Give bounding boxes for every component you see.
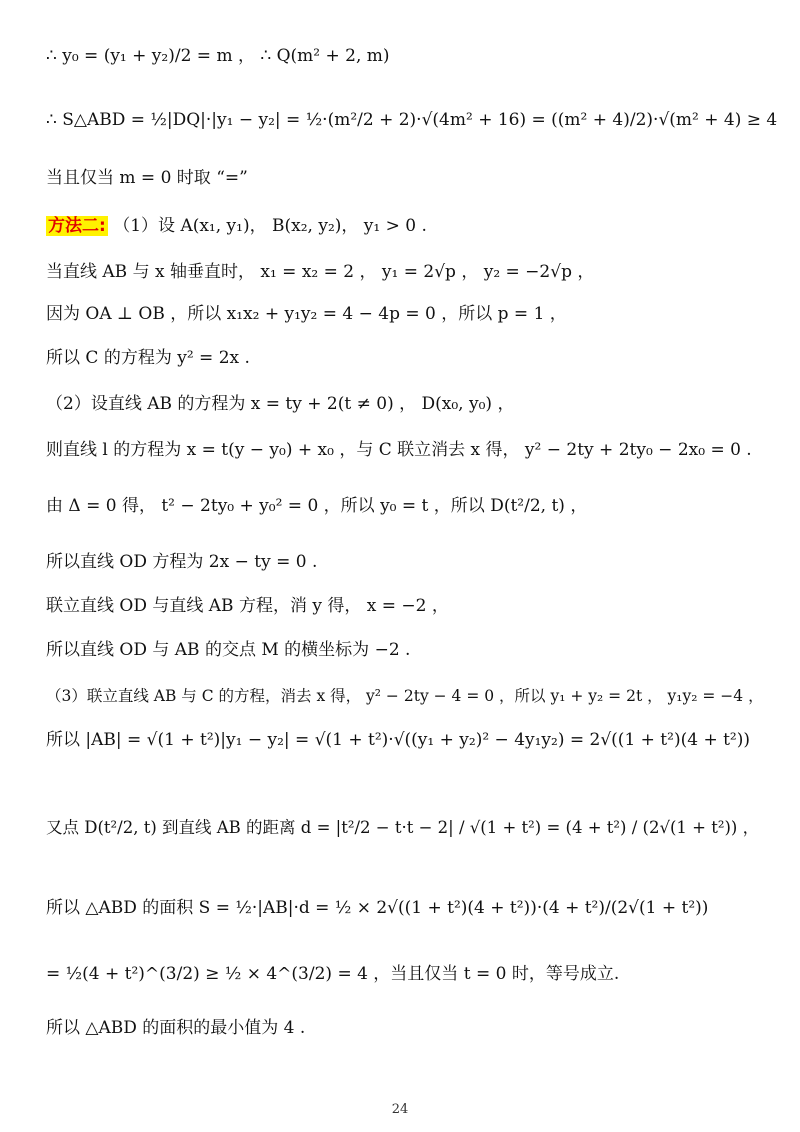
text-line: 所以 |AB| = √(1 + t²)|y₁ − y₂| = √(1 + t²)·√((y₁ + y₂)² − 4y₁y₂) = 2√((1 + t²)(4 + t²)) [46, 730, 750, 750]
text-line: 联立直线 OD 与直线 AB 方程，消 y 得， x = −2 ， [46, 596, 449, 616]
text-line: 所以直线 OD 方程为 2x − ty = 0 . [46, 552, 318, 572]
text-line: 则直线 l 的方程为 x = t(y − y₀) + x₀ ，与 C 联立消去 x 得， y² − 2ty + 2ty₀ − 2x₀ = 0 . [46, 440, 752, 460]
text-line: （3）联立直线 AB 与 C 的方程，消去 x 得， y² − 2ty − 4 = 0 ，所以 y₁ + y₂ = 2t ， y₁y₂ = −4 ， [46, 687, 764, 705]
text-line: 当且仅当 m = 0 时取 “=” [46, 168, 248, 188]
text-line: ∴ S△ABD = ½|DQ|·|y₁ − y₂| = ½·(m²/2 + 2)·√(4m² + 16) = ((m² + 4)/2)·√(m² + 4) ≥ 4 [46, 110, 778, 130]
text-line: 当直线 AB 与 x 轴垂直时， x₁ = x₂ = 2 ， y₁ = 2√p ， y₂ = −2√p ， [46, 262, 595, 282]
text-line: 所以直线 OD 与 AB 的交点 M 的横坐标为 −2 . [46, 640, 411, 660]
text-line: = ½(4 + t²)^(3/2) ≥ ½ × 4^(3/2) = 4 ，当且仅当 t = 0 时，等号成立. [46, 964, 620, 984]
text-line: 所以 △ABD 的面积的最小值为 4 . [46, 1018, 306, 1038]
text-line: ∴ y₀ = (y₁ + y₂)/2 = m ， ∴ Q(m² + 2, m) [46, 46, 390, 66]
text-line: 因为 OA ⊥ OB ，所以 x₁x₂ + y₁y₂ = 4 − 4p = 0 ，所以 p = 1 ， [46, 304, 567, 324]
text-line: 所以 C 的方程为 y² = 2x . [46, 348, 250, 368]
text-line: 所以 △ABD 的面积 S = ½·|AB|·d = ½ × 2√((1 + t²)(4 + t²))·(4 + t²)/(2√(1 + t²)) [46, 898, 709, 918]
method-line [46, 214, 780, 238]
method-label: 方法二: [48, 216, 106, 236]
page-number: 24 [391, 1102, 409, 1117]
text-line: 由 Δ = 0 得， t² − 2ty₀ + y₀² = 0 ，所以 y₀ = t ，所以 D(t²/2, t) ， [46, 496, 588, 516]
text-line: 又点 D(t²/2, t) 到直线 AB 的距离 d = |t²/2 − t·t − 2| / √(1 + t²) = (4 + t²) / (2√(1 + t²)) ， [46, 818, 760, 837]
text-line: （1）设 A(x₁, y₁)， B(x₂, y₂)， y₁ > 0 . [113, 216, 427, 236]
text-line: （2）设直线 AB 的方程为 x = ty + 2(t ≠ 0) ， D(x₀, y₀) ， [46, 394, 515, 414]
